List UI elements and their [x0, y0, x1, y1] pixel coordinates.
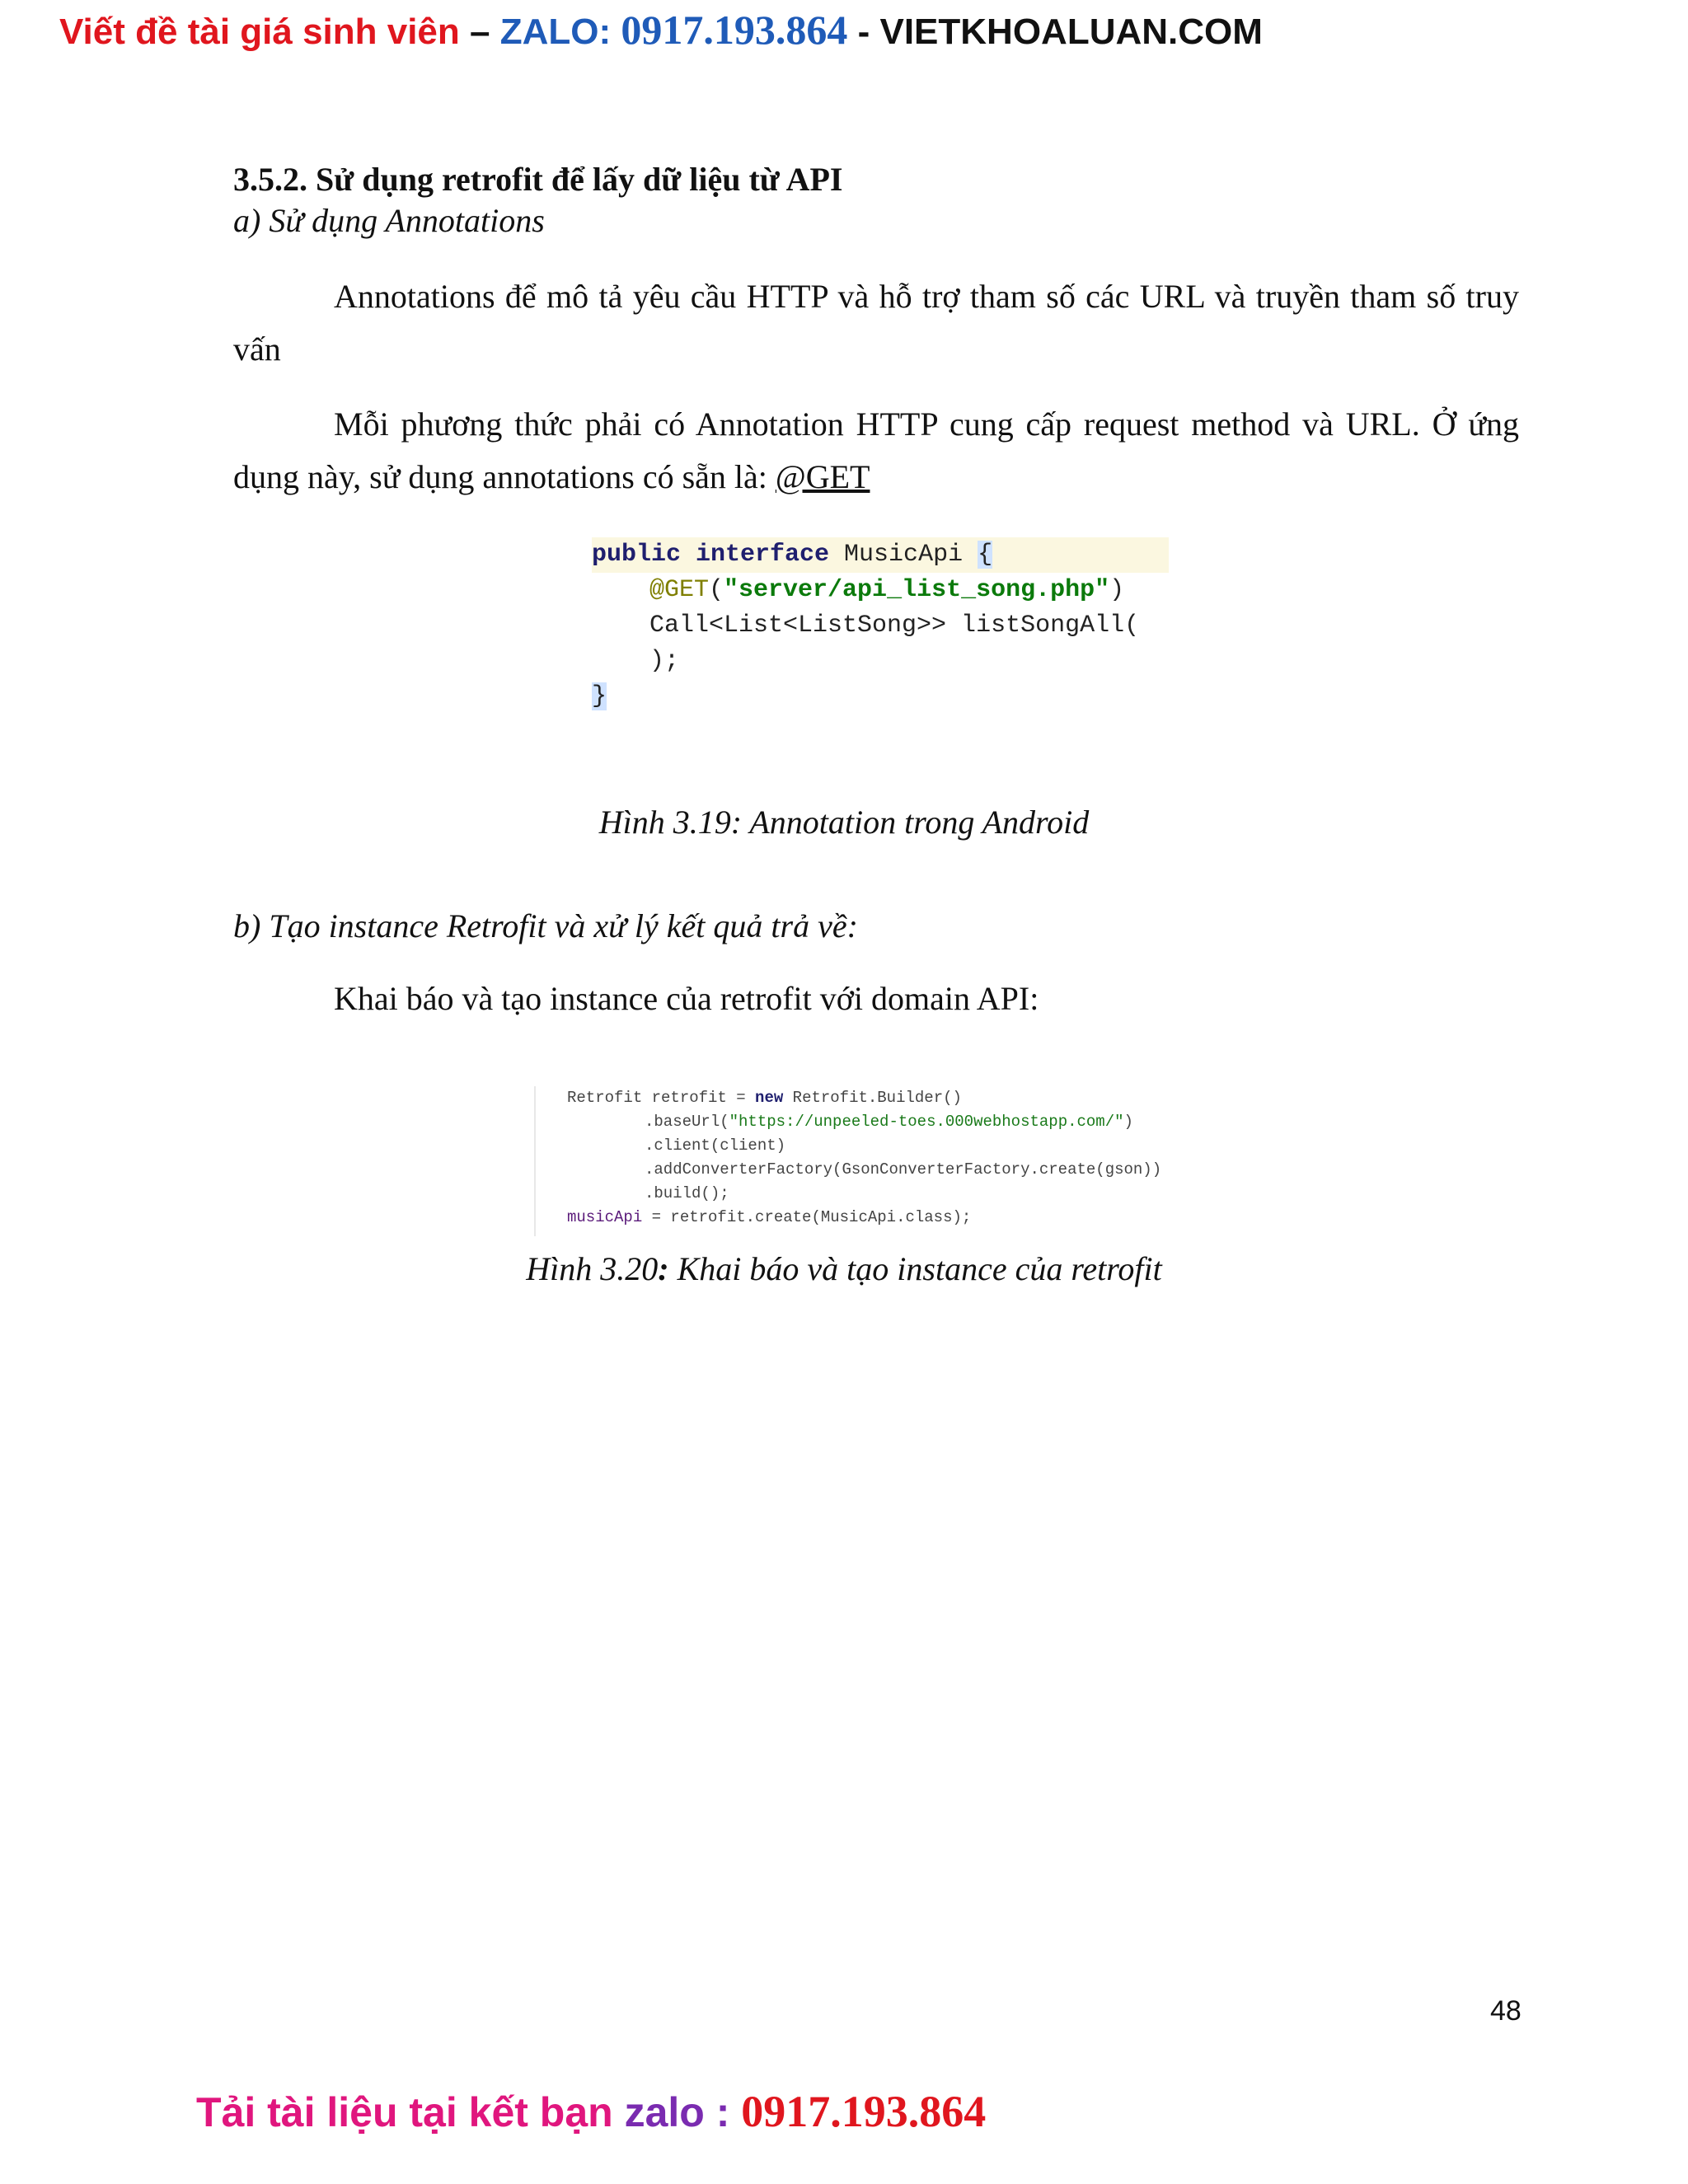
code-text: Retrofit.Builder() — [783, 1089, 962, 1107]
code-line-call: Call<List<ListSong>> listSongAll( — [649, 612, 1140, 640]
paragraph-annotations: Annotations để mô tả yêu cầu HTTP và hỗ trợ tham số các URL và truyền tham số truy vấn — [233, 278, 1519, 368]
paragraph-http-method-text: Mỗi phương thức phải có Annotation HTTP cung cấp request method và URL. Ở ứng dụng này, sử dụng annotations có sẵn là: — [233, 405, 1519, 495]
code-text: ) — [1123, 1113, 1133, 1131]
subsection-a-heading: a) Sử dụng Annotations — [233, 202, 545, 239]
code-screenshot-musicapi — [587, 537, 1172, 717]
code-annotation: @GET — [649, 576, 710, 604]
code-string: "https://unpeeled-toes.000webhostapp.com/" — [729, 1113, 1124, 1131]
caption-label: Hình 3.20 — [526, 1250, 659, 1287]
header-zalo-label: ZALO: — [499, 12, 621, 52]
code-gutter — [534, 1086, 536, 1236]
code-text: = retrofit.create(MusicApi.class); — [642, 1208, 972, 1226]
page-number: 48 — [1490, 1995, 1522, 2027]
code-screenshot-retrofit-builder — [534, 1086, 1193, 1236]
code-line-builder — [567, 1086, 962, 1110]
header-separator: - — [847, 12, 880, 52]
code-line-get — [649, 573, 1124, 608]
code-line-create — [567, 1206, 971, 1230]
header-slogan: Viết đề tài giá sinh viên — [59, 12, 460, 52]
code-line-close-paren: ); — [649, 647, 680, 675]
footer-text: Tải tài liệu tại kết bạn — [196, 2089, 625, 2135]
code-interface-name: MusicApi — [829, 541, 978, 569]
paragraph-http-method — [233, 398, 1519, 504]
header-site: VIETKHOALUAN.COM — [879, 12, 1263, 52]
footer-zalo-label: zalo : — [624, 2089, 742, 2135]
get-annotation-link: @GET — [775, 458, 870, 495]
code-line-interface — [592, 537, 1169, 573]
subsection-b-heading: b) Tạo instance Retrofit và xử lý kết quả trả về: — [233, 907, 858, 944]
code-string: "server/api_list_song.php" — [724, 576, 1110, 604]
code-line-build: .build(); — [645, 1184, 729, 1202]
code-line-baseurl — [645, 1110, 1133, 1134]
caption-colon: : — [658, 1250, 678, 1287]
caption-text: Khai báo và tạo instance của retrofit — [677, 1250, 1162, 1287]
code-field: musicApi — [567, 1208, 643, 1226]
figure-caption-3-19: Hình 3.19: Annotation trong Android — [598, 804, 1090, 841]
code-keyword: new — [755, 1089, 784, 1107]
code-paren: ) — [1109, 576, 1125, 604]
code-text: Retrofit retrofit = — [567, 1089, 756, 1107]
code-text: .baseUrl( — [645, 1113, 729, 1131]
page-footer-banner — [196, 2085, 986, 2139]
code-line-close-brace — [592, 679, 607, 715]
code-paren: ( — [709, 576, 724, 604]
header-phone: 0917.193.864 — [621, 7, 848, 53]
figure-caption-3-20 — [0, 1246, 1688, 1292]
footer-phone: 0917.193.864 — [741, 2087, 987, 2136]
code-close-brace: } — [592, 682, 607, 710]
code-line-converter: .addConverterFactory(GsonConverterFactory.create(gson)) — [645, 1160, 1162, 1179]
header-dash: – — [459, 12, 500, 52]
paragraph-declare-retrofit: Khai báo và tạo instance của retrofit với domain API: — [334, 980, 1039, 1017]
section-heading: 3.5.2. Sử dụng retrofit để lấy dữ liệu từ API — [233, 161, 843, 198]
code-open-brace: { — [978, 541, 993, 569]
code-line-client: .client(client) — [645, 1137, 786, 1155]
code-keyword: public interface — [592, 541, 830, 569]
page-header-banner — [59, 5, 1263, 57]
